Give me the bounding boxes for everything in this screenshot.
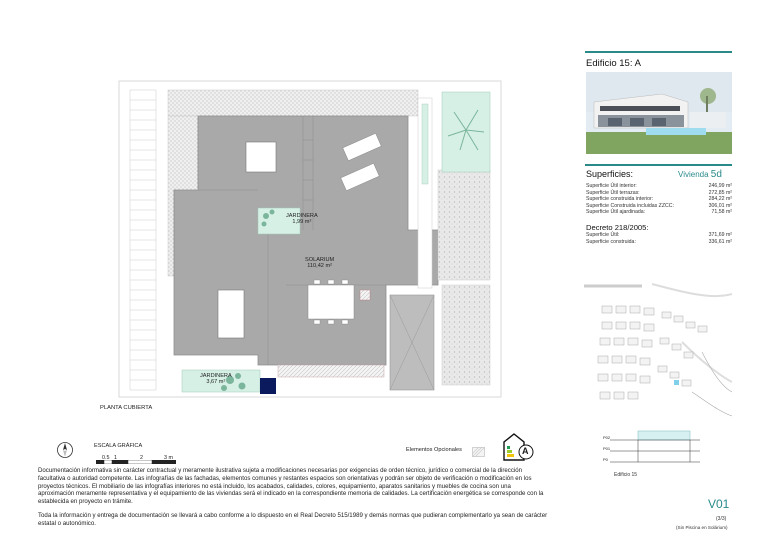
superficies-table — [586, 183, 732, 216]
north-arrow-icon — [56, 441, 74, 459]
scale-tick: 1 — [114, 455, 117, 461]
table-row: Superficie construida: 336,61 m² — [586, 238, 732, 245]
table-row: Superficie Construida incluidas ZZCC: 306,01 m² — [586, 202, 732, 209]
palm-garden — [442, 92, 490, 172]
roof-plan — [118, 80, 502, 398]
energy-label-icon — [500, 432, 534, 462]
jardinera-bottom-label: JARDINERA — [200, 373, 232, 379]
disclaimer-text: Documentación informativa sin carácter contractual y meramente ilustrativa sujeta a modificaciones necesarias por exigencias de orden técnico, jurídico o comercial de la dirección facultativa o autoridad competente. Las infografías de las fachadas, elementos comunes y restantes espacios son orientativas y podrán ser objeto de verificación o modificación en los proyectos técnicos. El mobiliario de las infografías interiores no está incluido, los acabados, calidades, colores, equipamiento, aparatos sanitarios y muebles de cocina son una aproximación meramente representativa y el equipamiento de las viviendas será el indicado en la correspondiente memoria de calidades. La certificación energética se corresponde con la establecida en proyecto en trámite. — [38, 467, 544, 506]
section-caption: Edificio 15 — [614, 472, 638, 478]
superficies-title: Superficies: — [586, 169, 634, 179]
jardinera-top-area: 1,99 m² — [292, 219, 312, 225]
decreto-table — [586, 232, 732, 245]
scale-tick: 0.5 — [102, 455, 110, 461]
table-row: Superficie Útil: 371,69 m² — [586, 232, 732, 238]
divider — [585, 51, 732, 53]
vivienda-code: 5d — [710, 169, 722, 180]
building-render — [586, 72, 732, 154]
jardinera-bottom-area: 3,67 m² — [206, 379, 226, 385]
energy-class: A — [522, 446, 529, 456]
dark-block — [260, 378, 276, 394]
level-label: P02 — [603, 435, 611, 440]
skylight — [246, 142, 276, 172]
vivienda-label: Vivienda — [678, 170, 709, 179]
scale-tick: 3 m — [164, 455, 173, 461]
roof-tiles — [130, 90, 156, 390]
dining-table — [308, 280, 354, 324]
version-label: V01 — [708, 497, 730, 511]
table-row: Superficie Útil terrazas: 272,85 m² — [586, 189, 732, 196]
scale-label: ESCALA GRÁFICA — [94, 443, 143, 449]
divider — [585, 164, 732, 166]
optional-elements-swatch — [472, 444, 485, 454]
opening — [218, 290, 244, 338]
site-map — [582, 282, 732, 422]
table-row: Superficie Útil ajardinada: 71,58 m² — [586, 209, 732, 216]
decreto-title: Decreto 218/2005: — [586, 223, 649, 232]
level-label: P01 — [603, 446, 611, 451]
gravel-strip — [168, 90, 418, 116]
jardinera-top-label: JARDINERA — [286, 213, 318, 219]
solarium-area: 110,42 m² — [307, 263, 332, 269]
pool-note: (Sin Piscina en Solárium) — [676, 525, 728, 530]
level-label: P0 — [603, 457, 608, 462]
solarium-label: SOLARIUM — [305, 257, 335, 263]
section-diagram — [600, 429, 710, 469]
scale-tick: 2 — [140, 455, 143, 461]
disclaimer-text-legal: Toda la información y entrega de documentación se llevará a cabo conforme a lo dispuesto en el Real Decreto 515/1989 y demás normas que pudieran complementarlo ya sean de carácter estatal o autonómico. — [38, 512, 548, 527]
page-indicator: (3/3) — [716, 516, 727, 522]
table-row: Superficie Útil interior: 246,99 m² — [586, 183, 732, 189]
building-title: Edificio 15: A — [586, 58, 641, 69]
table-row: Superficie construida interior: 284,22 m² — [586, 196, 732, 203]
optional-elements — [278, 365, 384, 377]
water-strip — [422, 104, 428, 184]
optional-elements-label: Elementos Opcionales — [406, 447, 462, 453]
plan-title: PLANTA CUBIERTA — [100, 405, 153, 411]
